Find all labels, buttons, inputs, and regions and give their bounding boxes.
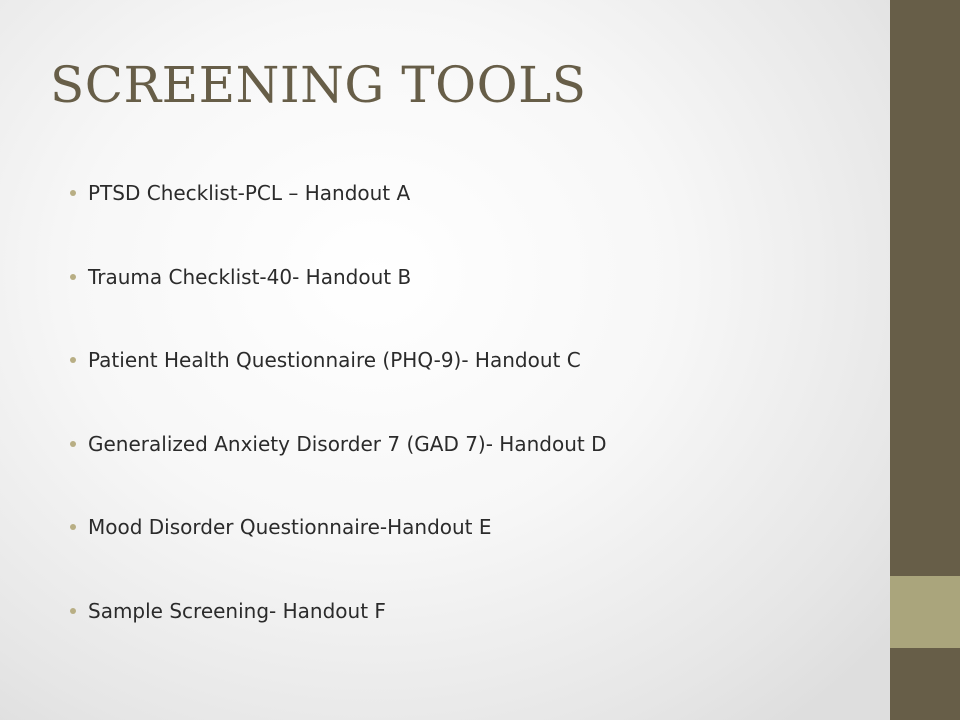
right-sidebar-bar	[890, 0, 960, 720]
bullet-dot-icon	[70, 608, 76, 614]
slide-title: SCREENING TOOLS	[50, 56, 587, 114]
bullet-text: Generalized Anxiety Disorder 7 (GAD 7)- Handout D	[88, 431, 607, 456]
bullet-text: PTSD Checklist-PCL – Handout A	[88, 181, 411, 205]
sidebar-accent-block	[890, 576, 960, 648]
bullet-item	[70, 178, 607, 208]
bullet-dot-icon	[70, 357, 76, 363]
bullet-text: Patient Health Questionnaire (PHQ-9)- Handout C	[88, 348, 581, 372]
bullet-item	[70, 345, 607, 375]
bullet-dot-icon	[70, 441, 76, 447]
bullet-dot-icon	[70, 274, 76, 280]
bullet-dot-icon	[70, 190, 76, 196]
bullet-text: Sample Screening- Handout F	[88, 598, 386, 623]
bullet-text: Mood Disorder Questionnaire-Handout E	[88, 515, 492, 539]
bullet-item	[70, 262, 607, 292]
bullet-item	[70, 596, 607, 626]
bullet-list	[70, 178, 607, 679]
bullet-item	[70, 512, 607, 542]
bullet-item	[70, 429, 607, 459]
bullet-text: Trauma Checklist-40- Handout B	[88, 264, 412, 289]
bullet-dot-icon	[70, 524, 76, 530]
